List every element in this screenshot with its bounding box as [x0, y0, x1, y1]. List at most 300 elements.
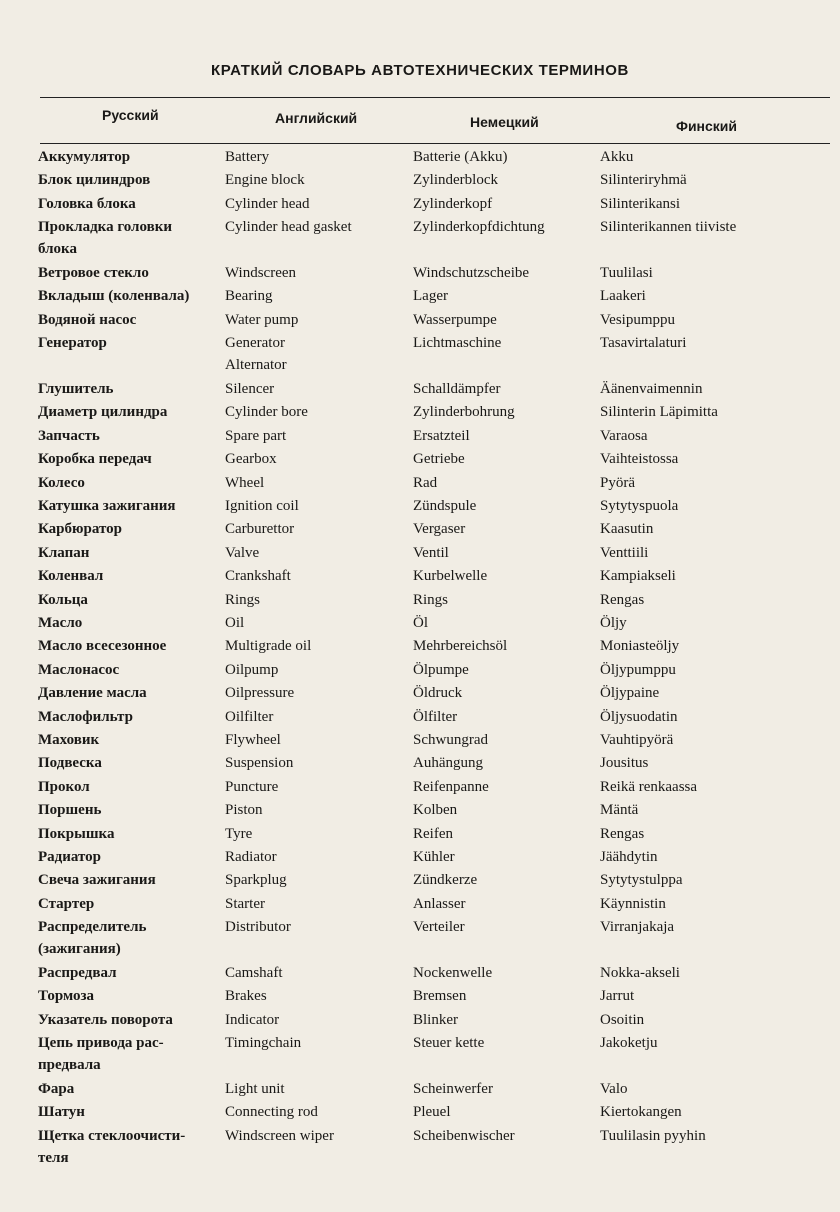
term-english	[225, 916, 291, 938]
term-russian	[38, 916, 218, 960]
term-english-line: Sparkplug	[225, 872, 287, 889]
term-english	[225, 962, 283, 984]
term-finnish	[600, 1078, 628, 1100]
term-english	[225, 1125, 334, 1147]
term-russian	[38, 146, 218, 168]
column-header-english: Английский	[275, 110, 358, 126]
term-russian-line: Распределитель	[38, 919, 147, 936]
term-english	[225, 332, 287, 376]
term-russian-line: теля	[38, 1149, 69, 1166]
term-russian	[38, 285, 218, 307]
term-finnish	[600, 893, 666, 915]
term-finnish-line: Vaihteistossa	[600, 451, 679, 468]
term-russian-line: Катушка зажигания	[38, 498, 176, 514]
term-english-line: Water pump	[225, 311, 299, 328]
term-russian-line: Масло	[38, 615, 83, 631]
term-finnish-line: Öljypumppu	[600, 661, 676, 678]
term-russian-line: (зажигания)	[38, 941, 121, 958]
term-german-line: Getriebe	[413, 451, 465, 468]
term-german-line: Ersatzteil	[413, 427, 470, 444]
term-german	[413, 776, 489, 798]
term-finnish-line: Kampiakseli	[600, 568, 676, 585]
term-russian	[38, 1032, 218, 1076]
term-german	[413, 1032, 484, 1054]
term-russian-line: предвала	[38, 1057, 101, 1074]
term-russian-line: Фара	[38, 1081, 75, 1097]
term-german-line: Reifenpanne	[413, 778, 489, 795]
term-russian-line: Генератор	[38, 335, 107, 352]
term-russian	[38, 401, 218, 423]
term-finnish-line: Tuulilasin pyyhin	[600, 1127, 706, 1144]
term-russian-line: Кольца	[38, 591, 88, 608]
term-german	[413, 495, 476, 517]
term-russian	[38, 729, 218, 751]
term-finnish	[600, 589, 644, 611]
term-russian-line: Аккумулятор	[38, 149, 131, 165]
term-german-line: Batterie (Akku)	[413, 149, 508, 165]
term-english-line: Battery	[225, 149, 270, 165]
term-finnish	[600, 285, 646, 307]
term-german-line: Scheinwerfer	[413, 1081, 493, 1097]
term-russian-line: Диаметр цилиндра	[38, 404, 168, 421]
term-english-line: Rings	[225, 591, 261, 608]
term-german	[413, 1009, 458, 1031]
term-english-line: Windscreen wiper	[225, 1127, 334, 1144]
term-finnish	[600, 542, 648, 564]
term-english	[225, 869, 287, 891]
term-german	[413, 332, 501, 354]
term-german	[413, 309, 497, 331]
term-english	[225, 659, 278, 681]
term-russian-line: Шатун	[38, 1104, 85, 1121]
term-english-line: Oil	[225, 615, 245, 631]
term-russian-line: Ветровое стекло	[38, 265, 149, 281]
term-russian	[38, 823, 218, 845]
term-finnish-line: Öljypaine	[600, 685, 660, 702]
term-german	[413, 146, 508, 168]
term-finnish-line: Jarrut	[600, 988, 635, 1005]
term-english-line: Bearing	[225, 288, 273, 305]
term-german	[413, 635, 507, 657]
term-finnish-line: Silinterin Läpimitta	[600, 404, 718, 421]
term-russian	[38, 682, 218, 704]
term-finnish-line: Rengas	[600, 825, 645, 842]
term-finnish	[600, 425, 647, 447]
term-finnish	[600, 1032, 658, 1054]
term-finnish	[600, 1101, 682, 1123]
term-finnish-line: Sytytyspuola	[600, 498, 679, 514]
term-german-line: Zylinderbohrung	[413, 404, 515, 421]
term-finnish-line: Pyörä	[600, 474, 635, 491]
term-german	[413, 1125, 515, 1147]
term-finnish	[600, 776, 697, 798]
term-russian	[38, 169, 218, 191]
term-english	[225, 193, 310, 215]
term-russian	[38, 869, 218, 891]
term-russian-line: Радиатор	[38, 849, 102, 865]
term-german	[413, 169, 498, 191]
term-english	[225, 706, 273, 728]
term-finnish	[600, 1009, 644, 1031]
term-russian-line: Тормоза	[38, 988, 94, 1005]
term-english	[225, 682, 294, 704]
term-german-line: Öldruck	[413, 685, 463, 702]
term-english	[225, 309, 298, 331]
term-german-line: Öl	[413, 615, 428, 631]
term-russian-line: Колесо	[38, 474, 85, 491]
term-finnish	[600, 518, 653, 540]
term-german-line: Reifen	[413, 825, 453, 842]
term-english	[225, 589, 260, 611]
term-finnish	[600, 169, 687, 191]
term-finnish	[600, 378, 702, 400]
term-english-line: Multigrade oil	[225, 638, 312, 655]
term-german-line: Zündkerze	[413, 872, 478, 889]
term-english	[225, 542, 259, 564]
term-finnish-line: Öljy	[600, 615, 627, 631]
term-russian	[38, 635, 218, 657]
term-german-line: Vergaser	[413, 521, 466, 538]
term-german	[413, 425, 470, 447]
term-russian	[38, 472, 218, 494]
term-finnish	[600, 565, 676, 587]
term-english-line: Valve	[225, 544, 260, 561]
term-german	[413, 1101, 451, 1123]
term-finnish	[600, 729, 673, 751]
term-russian-line: Водяной насос	[38, 311, 137, 328]
term-english-line: Cylinder head gasket	[225, 219, 352, 236]
term-finnish-line: Käynnistin	[600, 895, 666, 912]
term-german	[413, 589, 448, 611]
term-russian	[38, 589, 218, 611]
term-russian	[38, 752, 218, 774]
term-german	[413, 285, 448, 307]
term-english	[225, 518, 294, 540]
term-german	[413, 752, 483, 774]
term-russian	[38, 448, 218, 470]
term-russian-line: Указатель поворота	[38, 1011, 173, 1028]
term-russian-line: Маховик	[38, 732, 100, 748]
term-russian	[38, 985, 218, 1007]
term-russian-line: Прокладка головки	[38, 219, 172, 236]
term-finnish	[600, 752, 648, 774]
term-russian-line: Глушитель	[38, 381, 114, 397]
term-finnish	[600, 216, 736, 238]
term-finnish	[600, 448, 678, 470]
term-german-line: Verteiler	[413, 919, 465, 936]
term-german-line: Zylinderblock	[413, 172, 498, 189]
term-english-line: Windscreen	[225, 265, 297, 281]
term-russian	[38, 495, 218, 517]
term-english	[225, 169, 305, 191]
term-finnish-line: Nokka-akseli	[600, 965, 680, 981]
term-english	[225, 448, 277, 470]
term-english	[225, 378, 274, 400]
term-english-line: Cylinder head	[225, 195, 310, 212]
term-finnish	[600, 1125, 706, 1147]
term-finnish	[600, 262, 653, 284]
term-russian	[38, 518, 218, 540]
term-finnish-line: Reikä renkaassa	[600, 778, 698, 795]
term-finnish	[600, 612, 627, 634]
term-finnish-line: Äänenvaimennin	[600, 381, 703, 397]
term-german-line: Bremsen	[413, 988, 467, 1005]
term-german-line: Rad	[413, 474, 438, 491]
term-english-line: Carburettor	[225, 521, 295, 538]
term-english	[225, 472, 264, 494]
term-russian-line: Распредвал	[38, 965, 117, 981]
term-english-line: Gearbox	[225, 451, 277, 468]
term-finnish	[600, 799, 638, 821]
term-english	[225, 401, 308, 423]
term-russian-line: Давление масла	[38, 685, 147, 702]
term-english-line: Light unit	[225, 1081, 285, 1097]
term-finnish-line: Osoitin	[600, 1011, 645, 1028]
term-german-line: Mehrbereichsöl	[413, 638, 508, 655]
term-german-line: Lichtmaschine	[413, 335, 502, 352]
term-russian-line: блока	[38, 241, 77, 258]
term-german-line: Pleuel	[413, 1104, 451, 1121]
term-finnish	[600, 146, 633, 168]
term-english	[225, 752, 293, 774]
term-finnish-line: Jakoketju	[600, 1035, 658, 1052]
term-english-line: Oilpressure	[225, 685, 295, 702]
term-german-line: Kolben	[413, 802, 458, 819]
term-german-line: Kurbelwelle	[413, 568, 488, 585]
term-russian	[38, 962, 218, 984]
term-finnish-line: Vesipumppu	[600, 311, 675, 328]
term-german	[413, 962, 492, 984]
term-english	[225, 495, 299, 517]
term-russian	[38, 193, 218, 215]
term-finnish-line: Kaasutin	[600, 521, 654, 538]
term-finnish-line: Jousitus	[600, 755, 649, 772]
term-finnish-line: Varaosa	[600, 427, 648, 444]
term-russian	[38, 309, 218, 331]
term-german	[413, 869, 477, 891]
term-finnish	[600, 682, 659, 704]
term-english	[225, 893, 265, 915]
term-russian-line: Щетка стеклоочисти-	[38, 1127, 186, 1144]
term-finnish-line: Moniasteöljy	[600, 638, 680, 655]
term-russian-line: Свеча зажигания	[38, 872, 156, 889]
term-english-line: Starter	[225, 895, 265, 912]
term-finnish-line: Sytytystulppa	[600, 872, 683, 889]
term-german	[413, 472, 437, 494]
term-russian-line: Прокол	[38, 778, 90, 795]
term-finnish	[600, 846, 658, 868]
term-german	[413, 262, 529, 284]
term-finnish	[600, 332, 686, 354]
term-english-line: Suspension	[225, 755, 294, 772]
term-german	[413, 659, 469, 681]
term-german	[413, 823, 453, 845]
term-english	[225, 425, 286, 447]
term-german	[413, 846, 455, 868]
term-english-line: Oilpump	[225, 661, 279, 678]
term-german	[413, 401, 515, 423]
term-english	[225, 285, 272, 307]
term-finnish-line: Tasavirtalaturi	[600, 335, 687, 352]
term-german-line: Zylinderkopfdichtung	[413, 219, 545, 236]
term-russian-line: Маслонасос	[38, 661, 120, 678]
term-finnish	[600, 706, 678, 728]
term-finnish	[600, 495, 678, 517]
term-finnish-line: Mäntä	[600, 802, 639, 819]
term-german-line: Wasserpumpe	[413, 311, 497, 328]
term-english	[225, 1032, 301, 1054]
term-english-line: Piston	[225, 802, 263, 819]
term-finnish	[600, 635, 679, 657]
term-german	[413, 706, 457, 728]
term-finnish	[600, 309, 675, 331]
term-german-line: Ölpumpe	[413, 661, 469, 678]
term-finnish	[600, 659, 676, 681]
term-english-line: Silencer	[225, 381, 275, 397]
term-finnish	[600, 401, 718, 423]
term-english-line: Tyre	[225, 825, 253, 842]
term-russian	[38, 378, 218, 400]
term-finnish	[600, 823, 644, 845]
term-russian	[38, 1101, 218, 1123]
term-english	[225, 216, 352, 238]
term-german-line: Lager	[413, 288, 448, 305]
term-german-line: Blinker	[413, 1011, 458, 1028]
term-german-line: Schalldämpfer	[413, 381, 501, 397]
term-finnish-line: Jäähdytin	[600, 849, 658, 865]
term-german-line: Zündspule	[413, 498, 477, 514]
term-german	[413, 193, 492, 215]
term-german-line: Auhängung	[413, 755, 483, 772]
term-german-line: Windschutzscheibe	[413, 265, 530, 281]
term-english-line: Timingchain	[225, 1035, 302, 1052]
term-russian	[38, 1078, 218, 1100]
column-header-german: Немецкий	[470, 114, 539, 130]
term-german-line: Scheibenwischer	[413, 1127, 515, 1144]
term-english-line: Alternator	[225, 357, 287, 374]
term-german	[413, 448, 465, 470]
term-german	[413, 216, 545, 238]
term-russian	[38, 776, 218, 798]
term-russian-line: Карбюратор	[38, 521, 122, 538]
term-russian-line: Цепь привода рас-	[38, 1035, 164, 1052]
term-russian-line: Поршень	[38, 802, 102, 819]
term-english	[225, 262, 296, 284]
term-finnish-line: Vauhtipyörä	[600, 732, 674, 748]
term-english-line: Engine block	[225, 172, 305, 189]
term-german	[413, 378, 500, 400]
term-russian-line: Маслофильтр	[38, 708, 133, 725]
term-english-line: Connecting rod	[225, 1104, 318, 1121]
term-german	[413, 893, 466, 915]
term-german	[413, 799, 457, 821]
term-finnish-line: Silinterikannen tiiviste	[600, 219, 737, 236]
term-english-line: Camshaft	[225, 965, 283, 981]
term-english	[225, 823, 252, 845]
term-german	[413, 565, 487, 587]
term-german	[413, 985, 466, 1007]
term-finnish-line: Kiertokangen	[600, 1104, 682, 1121]
term-english	[225, 565, 291, 587]
term-german	[413, 729, 488, 751]
term-english	[225, 1078, 285, 1100]
term-finnish	[600, 916, 674, 938]
term-russian-line: Коленвал	[38, 568, 104, 585]
page-title: КРАТКИЙ СЛОВАРЬ АВТОТЕХНИЧЕСКИХ ТЕРМИНОВ	[211, 62, 629, 79]
term-english-line: Wheel	[225, 474, 265, 491]
term-german	[413, 518, 465, 540]
term-russian-line: Масло всесезонное	[38, 638, 167, 655]
term-russian	[38, 659, 218, 681]
term-german-line: Ventil	[413, 544, 449, 561]
term-english-line: Cylinder bore	[225, 404, 308, 421]
term-finnish	[600, 962, 680, 984]
term-russian-line: Запчасть	[38, 427, 100, 444]
term-finnish-line: Laakeri	[600, 288, 646, 305]
column-header-russian: Русский	[102, 107, 159, 123]
term-english-line: Crankshaft	[225, 568, 291, 585]
term-finnish-line: Tuulilasi	[600, 265, 653, 281]
term-german-line: Kühler	[413, 849, 455, 865]
term-finnish-line: Silinteriryhmä	[600, 172, 687, 189]
term-russian	[38, 799, 218, 821]
term-russian	[38, 1125, 218, 1169]
term-german	[413, 682, 462, 704]
term-english-line: Indicator	[225, 1011, 280, 1028]
term-german-line: Nockenwelle	[413, 965, 493, 981]
term-english	[225, 612, 244, 634]
term-english	[225, 799, 263, 821]
term-german-line: Steuer kette	[413, 1035, 485, 1052]
term-english-line: Puncture	[225, 778, 279, 795]
term-russian	[38, 846, 218, 868]
term-russian-line: Клапан	[38, 544, 90, 561]
term-english-line: Radiator	[225, 849, 277, 865]
term-finnish-line: Akku	[600, 149, 634, 165]
term-russian	[38, 893, 218, 915]
term-english	[225, 635, 311, 657]
term-finnish	[600, 869, 683, 891]
term-russian	[38, 1009, 218, 1031]
term-english-line: Brakes	[225, 988, 267, 1005]
term-english-line: Flywheel	[225, 732, 281, 748]
term-english-line: Generator	[225, 335, 285, 352]
term-english	[225, 985, 267, 1007]
term-english-line: Ignition coil	[225, 498, 299, 514]
term-finnish	[600, 472, 635, 494]
term-russian	[38, 216, 218, 260]
term-russian	[38, 262, 218, 284]
term-russian	[38, 332, 218, 354]
term-german-line: Ölfilter	[413, 708, 458, 725]
term-english	[225, 1009, 279, 1031]
term-english	[225, 1101, 318, 1123]
term-russian-line: Покрышка	[38, 825, 115, 842]
term-english-line: Oilfilter	[225, 708, 274, 725]
term-finnish-line: Silinterikansi	[600, 195, 680, 212]
term-english-line: Spare part	[225, 427, 287, 444]
term-german-line: Schwungrad	[413, 732, 488, 748]
term-english	[225, 846, 277, 868]
term-russian	[38, 565, 218, 587]
term-german	[413, 1078, 493, 1100]
term-russian	[38, 612, 218, 634]
term-russian-line: Головка блока	[38, 195, 136, 212]
term-russian-line: Блок цилиндров	[38, 172, 151, 189]
term-german	[413, 916, 465, 938]
term-english	[225, 146, 269, 168]
term-russian	[38, 542, 218, 564]
